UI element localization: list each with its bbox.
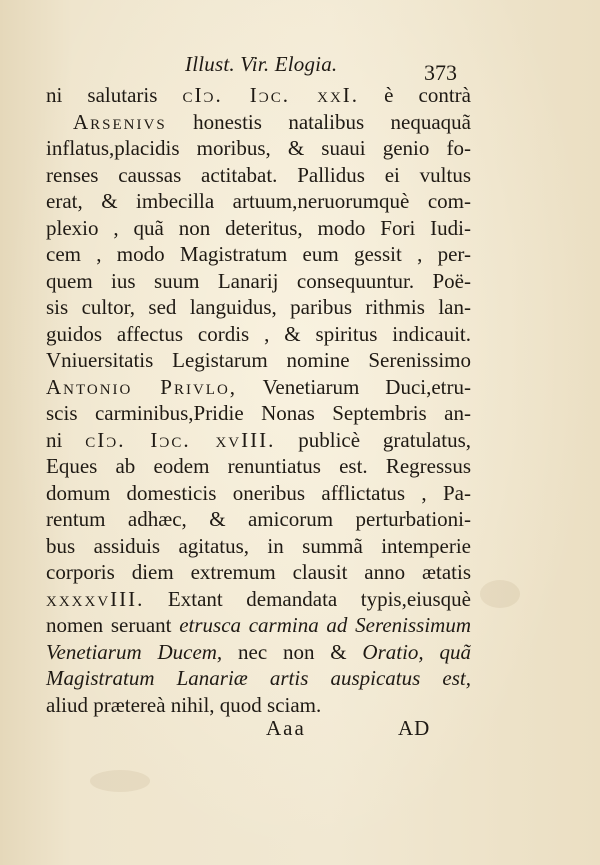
italic-text: Magistratum Lanariæ artis auspicatus est, (46, 666, 471, 690)
text-line (46, 586, 471, 613)
text-line (46, 321, 471, 348)
text-line (46, 188, 471, 215)
text-segment: Venetiarum Duci,etru- (237, 374, 471, 399)
text-line (46, 241, 471, 268)
text-segment: renses caussas actitabat. Pallidus ei vultus (46, 162, 471, 187)
italic-text: Venetiarum Ducem, (46, 639, 223, 664)
text-line (46, 533, 471, 560)
text-line (46, 294, 471, 321)
text-line (46, 215, 471, 242)
text-line (46, 692, 471, 719)
text-segment: plexio , quã non deteritus, modo Fori Iudi- (46, 215, 471, 240)
text-segment: quem ius suum Lanarij consequuntur. Poë- (46, 268, 471, 293)
text-segment: Vniuersitatis Legistarum nomine Serenissimo (46, 348, 471, 372)
text-segment: è contrà (359, 83, 471, 107)
text-line (46, 109, 471, 136)
paper-stain (90, 770, 150, 792)
text-segment: Eques ab eodem renuntiatus est. Regressus (46, 454, 471, 478)
catchword: AD (398, 716, 431, 740)
text-segment: nomen seruant (46, 613, 180, 637)
text-line (46, 347, 471, 374)
text-line (46, 639, 471, 666)
small-caps-text: xxxxvIII. (46, 586, 145, 611)
body-text (46, 82, 471, 718)
text-segment: publicè gratulatus, (275, 427, 471, 452)
small-caps-text: cIɔ. Iɔc. xxI. (182, 83, 360, 107)
text-segment: cem , modo Magistratum eum gessit , per- (46, 242, 471, 266)
small-caps-text: Arsenivs (73, 109, 167, 134)
page-header (0, 46, 600, 85)
text-line (46, 559, 471, 586)
italic-text: etrusca carmina ad Serenissimum (179, 613, 471, 637)
text-line (46, 268, 471, 295)
text-segment: nec non & (222, 639, 363, 664)
text-segment: Extant demandata typis,eiusquè (144, 586, 471, 611)
signature-mark: Aaa (266, 716, 306, 740)
paper-stain (480, 580, 520, 608)
page-number: 373 (424, 60, 457, 85)
text-segment: ni (46, 427, 86, 452)
text-segment: bus assiduis agitatus, in summã intemperie (46, 533, 471, 558)
text-segment: ni salutaris (46, 83, 183, 107)
page-footer (0, 716, 600, 746)
text-segment: corporis diem extremum clausit anno ætatis (46, 560, 471, 584)
text-line (46, 135, 471, 162)
text-line (46, 374, 471, 401)
text-line (46, 162, 471, 189)
text-line (46, 453, 471, 480)
text-segment: rentum adhæc, & amicorum perturbationi- (46, 507, 471, 531)
running-head: Illust. Vir. Elogia. (185, 52, 338, 76)
text-segment: aliud prætereà nihil, quod sciam. (46, 692, 322, 717)
small-caps-text: Antonio Privlo, (46, 374, 238, 399)
small-caps-text: cIɔ. Iɔc. xvIII. (85, 427, 276, 452)
text-segment: scis carminibus,Pridie Nonas Septembris an- (46, 401, 471, 425)
text-segment: domum domesticis oneribus afflictatus , Pa- (46, 480, 471, 505)
text-segment: guidos affectus cordis , & spiritus indicauit. (46, 321, 471, 346)
text-line (46, 480, 471, 507)
text-line (46, 612, 471, 639)
text-line (46, 506, 471, 533)
text-segment: sis cultor, sed languidus, paribus rithmis lan- (46, 295, 471, 319)
text-segment: honestis natalibus nequaquã (166, 109, 471, 134)
text-line (46, 665, 471, 692)
text-line (46, 400, 471, 427)
text-line (46, 82, 471, 109)
text-segment: inflatus,placidis moribus, & suaui genio fo- (46, 136, 471, 160)
text-segment: erat, & imbecilla artuum,neruorumquè com- (46, 189, 471, 213)
text-line (46, 427, 471, 454)
italic-text: Oratio, quã (362, 639, 471, 664)
